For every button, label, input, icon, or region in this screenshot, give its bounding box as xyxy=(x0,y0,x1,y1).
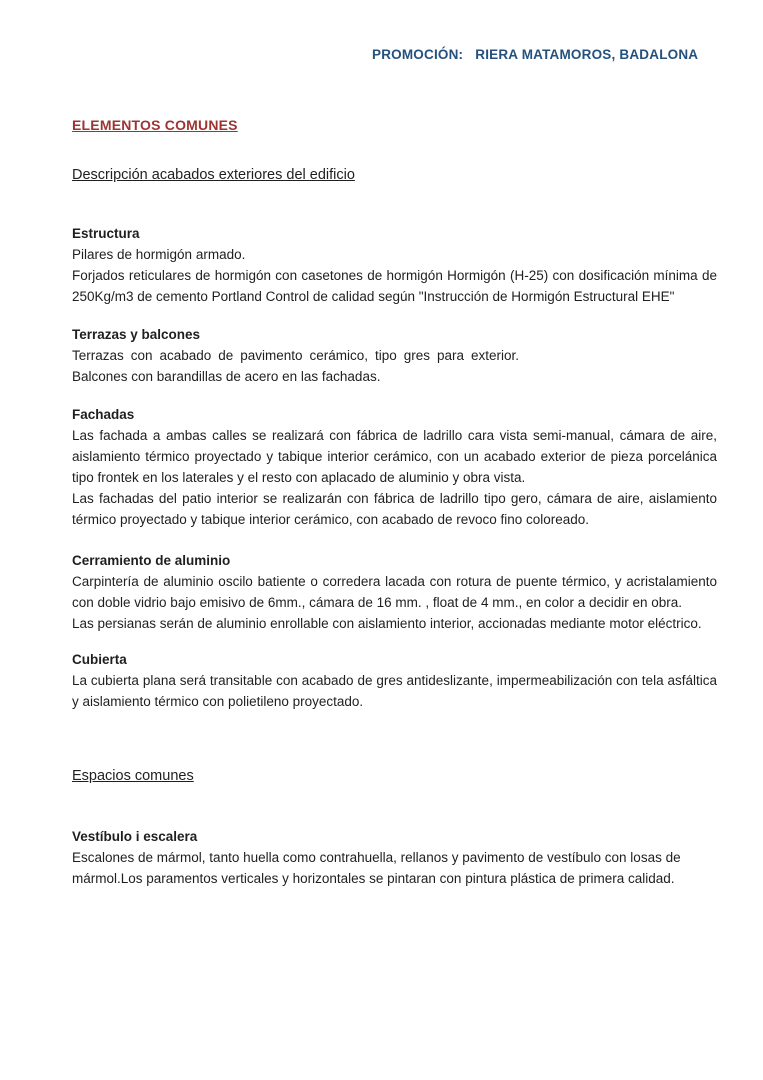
paragraph: Terrazas con acabado de pavimento cerámico, tipo gres para exterior. Balcones con barandillas de acero en las fachadas. xyxy=(72,348,519,384)
section-cubierta xyxy=(72,649,717,712)
promotion-header xyxy=(372,47,717,62)
section-heading: Cerramiento de aluminio xyxy=(72,553,231,568)
promotion-label: PROMOCIÓN: xyxy=(372,47,464,62)
paragraph: La cubierta plana será transitable con acabado de gres antideslizante, impermeabilización con tela asfáltica y aislamiento térmico con polietileno proyectado. xyxy=(72,673,717,709)
paragraph: Carpintería de aluminio oscilo batiente o corredera lacada con rotura de puente térmico, y acristalamiento con doble vidrio bajo emisivo de 6mm., cámara de 16 mm. , float de 4 mm., en color a decidir en obra. xyxy=(72,574,717,610)
page-title: ELEMENTOS COMUNES xyxy=(72,117,238,133)
section-terrazas-balcones xyxy=(72,324,717,387)
paragraph: Las persianas serán de aluminio enrollable con aislamiento interior, accionadas mediante motor eléctrico. xyxy=(72,616,702,631)
section-estructura xyxy=(72,223,717,307)
paragraph: Escalones de mármol, tanto huella como contrahuella, rellanos y pavimento de vestíbulo con losas de mármol.Los paramentos verticales y horizontales se pintaran con pintura plástica de primera calidad. xyxy=(72,850,681,886)
section-heading: Estructura xyxy=(72,226,140,241)
paragraph: Las fachada a ambas calles se realizará con fábrica de ladrillo cara vista semi-manual, cámara de aire, aislamiento térmico proyectado y tabique interior cerámico, con un acabado exterior de pieza porcelánica tipo frontek en los laterales y el resto con aplacado de aluminio y obra vista. xyxy=(72,428,717,485)
paragraph: Pilares de hormigón armado. xyxy=(72,247,246,262)
section-heading: Cubierta xyxy=(72,652,127,667)
section-cerramiento-aluminio xyxy=(72,550,717,634)
paragraph: Las fachadas del patio interior se realizarán con fábrica de ladrillo tipo gero, cámara de aire, aislamiento térmico proyectado y tabique interior cerámico, con acabado de revoco fino coloreado. xyxy=(72,491,717,527)
section-heading: Vestíbulo i escalera xyxy=(72,829,198,844)
promotion-name: RIERA MATAMOROS, BADALONA xyxy=(475,47,699,62)
subtitle-common-spaces: Espacios comunes xyxy=(72,768,194,784)
section-vestibulo-escalera xyxy=(72,826,717,889)
section-heading: Terrazas y balcones xyxy=(72,327,201,342)
subtitle-exterior-finishes: Descripción acabados exteriores del edificio xyxy=(72,167,355,183)
section-heading: Fachadas xyxy=(72,407,135,422)
section-fachadas xyxy=(72,404,717,530)
paragraph: Forjados reticulares de hormigón con casetones de hormigón Hormigón (H-25) con dosificación mínima de 250Kg/m3 de cemento Portland Control de calidad según "Instrucción de Hormigón Estructural EHE" xyxy=(72,268,717,304)
